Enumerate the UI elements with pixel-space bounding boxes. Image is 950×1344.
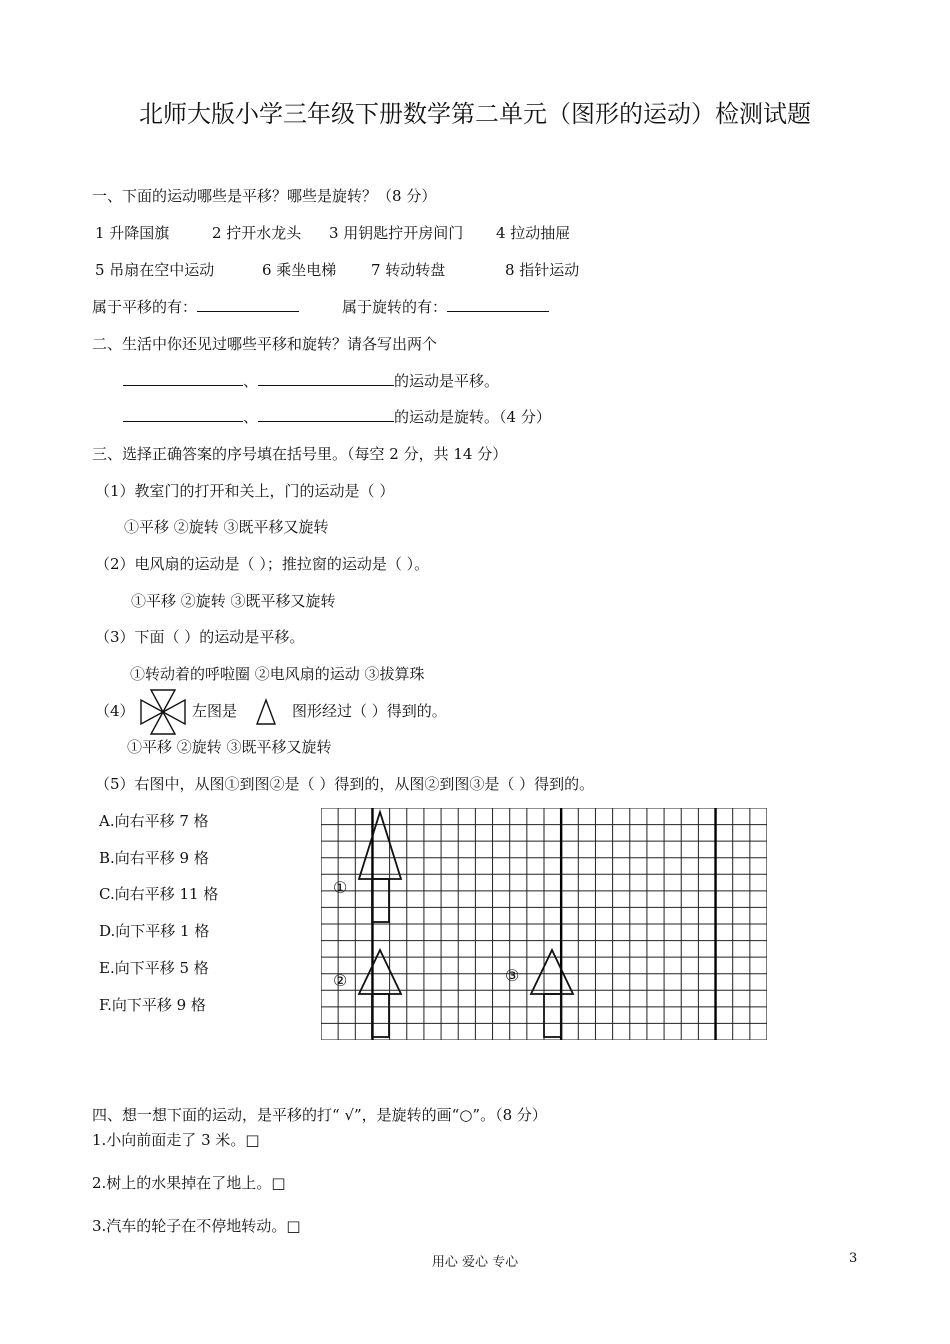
s1-item: 2 拧开水龙头 [212, 224, 302, 242]
pinwheel-figure [139, 688, 187, 736]
arrow-figure-2 [359, 950, 401, 1037]
page-number: 3 [849, 1251, 858, 1266]
rotate-answer-row [342, 297, 549, 317]
triangle-figure [255, 698, 277, 726]
q2-options: ①平移 ②旋转 ③既平移又旋转 [131, 592, 336, 610]
separator: 、 [243, 372, 259, 390]
q4-tail: 图形经过（ ）得到的。 [292, 702, 447, 720]
section4-heading: 四、想一想下面的运动，是平移的打“ √”，是旋转的画“○”。（8 分） [92, 1106, 547, 1124]
blank[interactable] [258, 371, 394, 386]
s1-item: 8 指针运动 [505, 261, 580, 279]
translation-grid-figure [321, 808, 767, 1040]
page-title: 北师大版小学三年级下册数学第二单元（图形的运动）检测试题 [139, 100, 811, 128]
figure-label-1: ① [333, 878, 348, 897]
section3-heading: 三、选择正确答案的序号填在括号里。（每空 2 分，共 14 分） [92, 445, 508, 463]
q4-options: ①平移 ②旋转 ③既平移又旋转 [127, 738, 332, 756]
arrow-figure-3 [531, 950, 573, 1037]
q4-mid: 左图是 [192, 702, 238, 720]
s1-item: 3 用钥匙拧开房间门 [329, 224, 464, 242]
translate-label: 属于平移的有： [92, 298, 198, 316]
q3: （3）下面（ ）的运动是平移。 [95, 628, 305, 646]
line-tail: 的运动是平移。 [394, 372, 500, 390]
rotate-label: 属于旋转的有： [342, 298, 448, 316]
q5-choice: E.向下平移 5 格 [99, 959, 209, 977]
s4-item: 3.汽车的轮子在不停地转动。□ [92, 1217, 301, 1235]
q2: （2）电风扇的运动是（ ）；推拉窗的运动是（ ）。 [95, 555, 430, 573]
translate-answer-row [92, 297, 299, 317]
q5-choice: A.向右平移 7 格 [99, 812, 209, 830]
q5-choice: D.向下平移 1 格 [99, 922, 210, 940]
s1-item: 6 乘坐电梯 [262, 261, 337, 279]
footer-text: 用心 爱心 专心 [431, 1255, 519, 1270]
q3-options: ①转动着的呼啦圈 ②电风扇的运动 ③拔算珠 [130, 665, 425, 683]
q5: （5）右图中，从图①到图②是（ ）得到的，从图②到图③是（ ）得到的。 [95, 775, 595, 793]
blank[interactable] [258, 407, 394, 422]
q5-choice: F.向下平移 9 格 [99, 996, 206, 1014]
line-tail: 的运动是旋转。（4 分） [394, 408, 551, 426]
blank[interactable] [123, 407, 243, 422]
s4-item: 1.小向前面走了 3 米。□ [92, 1131, 260, 1149]
q5-choice: B.向右平移 9 格 [99, 849, 209, 867]
section2-heading: 二、生活中你还见过哪些平移和旋转？请各写出两个 [92, 335, 438, 353]
q4-number: （4） [95, 702, 135, 720]
separator: 、 [243, 408, 259, 426]
section1-heading: 一、下面的运动哪些是平移？哪些是旋转？（8 分） [92, 187, 437, 205]
q1: （1）教室门的打开和关上，门的运动是（ ） [95, 482, 395, 500]
s2-line1 [123, 371, 499, 391]
blank[interactable] [123, 371, 243, 386]
s2-line2 [123, 407, 551, 427]
s1-item: 7 转动转盘 [371, 261, 446, 279]
rotate-blank[interactable] [447, 297, 549, 312]
q5-choice: C.向右平移 11 格 [99, 885, 219, 903]
s1-item: 5 吊扇在空中运动 [95, 261, 215, 279]
translate-blank[interactable] [197, 297, 299, 312]
figure-label-2: ② [333, 971, 348, 990]
arrow-figure-1 [359, 812, 401, 922]
s1-item: 4 拉动抽屉 [496, 224, 571, 242]
q1-options: ①平移 ②旋转 ③既平移又旋转 [124, 518, 329, 536]
s4-item: 2.树上的水果掉在了地上。□ [92, 1174, 286, 1192]
figure-label-3: ③ [505, 966, 520, 985]
s1-item: 1 升降国旗 [95, 224, 170, 242]
